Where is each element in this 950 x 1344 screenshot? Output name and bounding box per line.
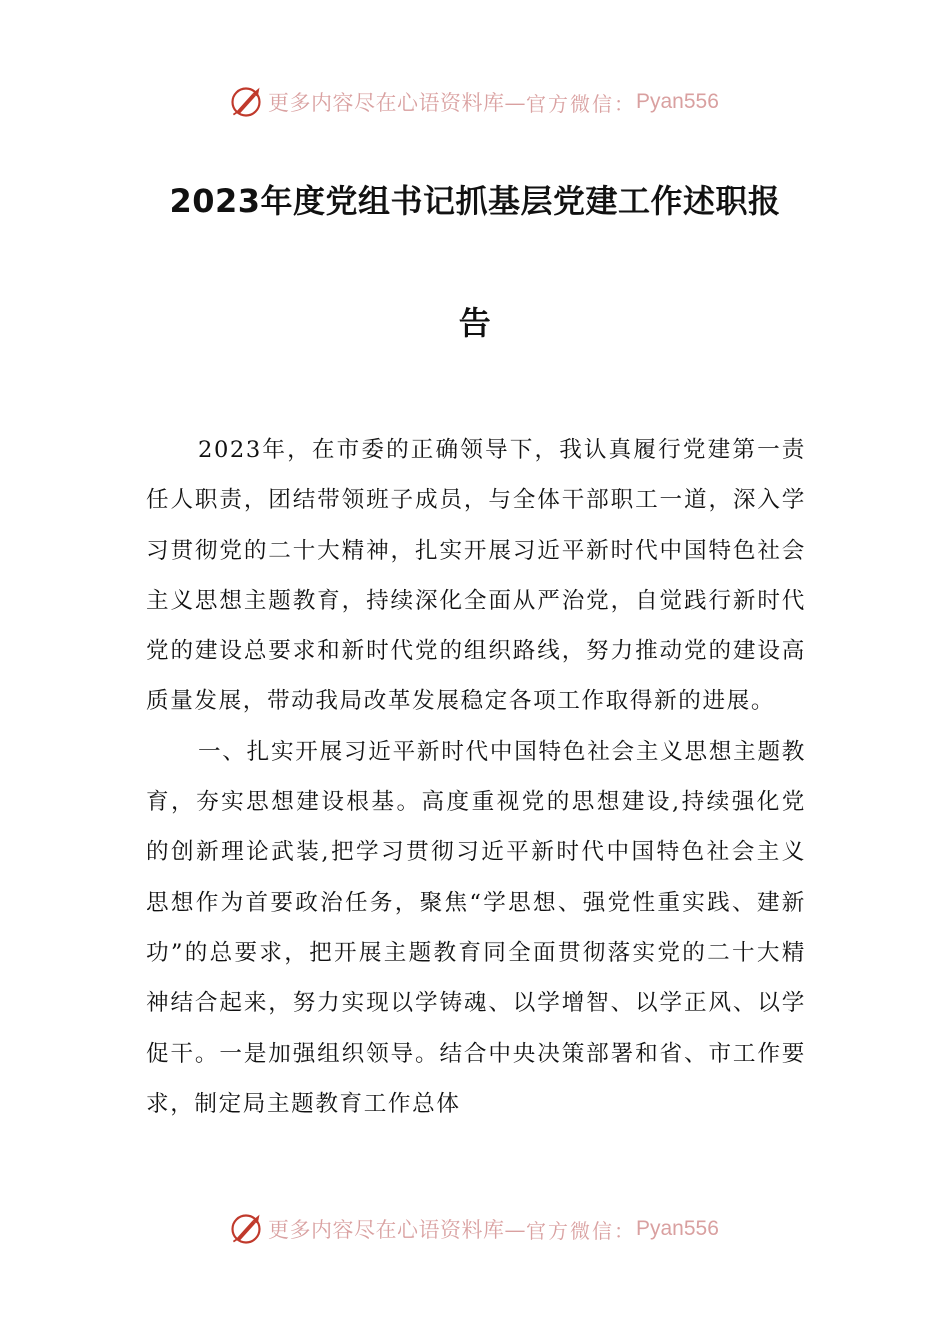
- body-paragraph: 2023年，在市委的正确领导下，我认真履行党建第一责任人职责，团结带领班子成员，与全体干部职工一道，深入学习贯彻党的二十大精神，扎实开展习近平新时代中国特色社会主义思想主题教育，持续深化全面从严治党，自觉践行新时代党的建设总要求和新时代党的组织路线，努力推动党的建设高质量发展，带动我局改革发展稳定各项工作取得新的进展。: [146, 437, 806, 715]
- header-watermark-banner: [228, 82, 719, 122]
- quill-pen-logo-icon: [228, 1211, 264, 1247]
- banner-slogan: 更多内容尽在心语资料库—: [268, 1218, 526, 1242]
- document-title-line-2: 告: [458, 304, 492, 342]
- banner-slogan: 更多内容尽在心语资料库—: [268, 91, 526, 115]
- document-body: [146, 425, 806, 1129]
- banner-wechat-label: 官方微信：: [526, 91, 636, 116]
- body-paragraph: 一、扎实开展习近平新时代中国特色社会主义思想主题教育，夯实思想建设根基。高度重视党的思想建设,持续强化党的创新理论武装,把学习贯彻习近平新时代中国特色社会主义思想作为首要政治任务，聚焦“学思想、强党性重实践、建新功”的总要求，把开展主题教育同全面贯彻落实党的二十大精神结合起来，努力实现以学铸魂、以学增智、以学正风、以学促干。一是加强组织领导。结合中央决策部署和省、市工作要求，制定局主题教育工作总体: [146, 738, 806, 1117]
- banner-wechat-id: Pyan556: [636, 90, 719, 113]
- document-title-line-1: 2023年度党组书记抓基层党建工作述职报: [169, 182, 781, 220]
- quill-pen-logo-icon: [228, 84, 264, 120]
- banner-wechat-id: Pyan556: [636, 1217, 719, 1240]
- footer-watermark-banner: [228, 1209, 719, 1249]
- banner-wechat-label: 官方微信：: [526, 1218, 636, 1243]
